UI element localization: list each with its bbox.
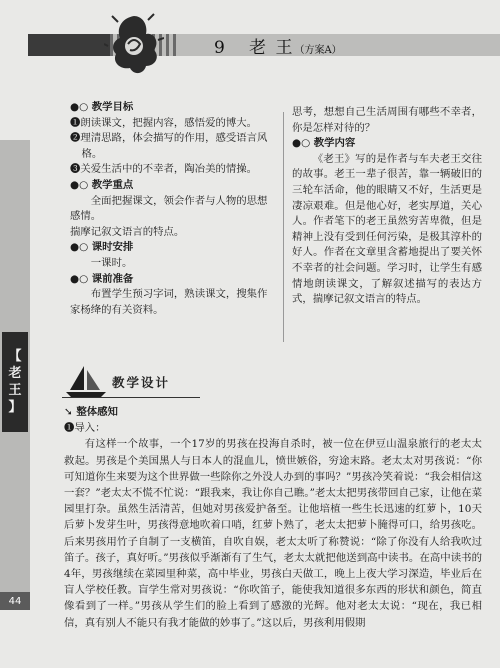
lesson-name: 老 王 <box>249 38 295 58</box>
goal-3: ❸关爱生活中的不幸者，陶冶美的情操。 <box>70 163 258 176</box>
content-text: 《老王》写的是作者与车夫老王交往的故事。老王一辈子很苦，靠一辆破旧的三轮车活命，他的眼睛又不好，生活更是凄凉艰难。但是他心好，老实厚道，关心人。作者笔下的老王虽然穷苦卑微，但是精神上没有受到任何污染，是极其淳朴的好人。作者在文章里含蓄地提出了要关怀不幸者的社会问题。学习时，让学生有感情地朗读课文，了解叙述描写的表达方式，揣摩记叙文语言的特点。 <box>292 152 482 306</box>
preparation-text: 布置学生预习字词，熟读课文，搜集作家杨绛的有关资料。 <box>70 288 268 316</box>
side-tab-bracket-top: 【 <box>8 349 22 364</box>
sailboat-icon <box>64 364 108 400</box>
lesson-number: 9 <box>214 38 227 58</box>
preparation-heading: ●○ 课前准备 <box>70 272 134 285</box>
left-column <box>70 100 274 318</box>
lesson-side-tab <box>2 332 28 432</box>
design-title: 教学设计 <box>112 375 171 390</box>
schedule-text: 一课时。 <box>90 256 133 269</box>
goal-2: ❷理清思路，体会描写的作用，感受语言风格。 <box>70 132 268 160</box>
page-number: 44 <box>0 592 30 610</box>
goals-heading: ●○ 教学目标 <box>70 101 134 113</box>
side-tab-char-2: 王 <box>8 383 22 398</box>
side-tab-char-1: 老 <box>8 366 22 381</box>
design-body <box>64 404 482 631</box>
goal-1: ❶朗读课文，把握内容，感悟爱的博大。 <box>70 116 258 129</box>
key-points-text-2: 揣摩记叙文语言的特点。 <box>70 225 185 238</box>
lesson-title <box>214 33 342 58</box>
key-points-text: 全面把握课文，领会作者与人物的思想感情。 <box>70 194 268 223</box>
dragon-emblem-icon <box>104 10 164 80</box>
column-divider <box>283 112 284 342</box>
right-column <box>292 105 482 308</box>
plan-label: （方案A） <box>294 45 342 56</box>
schedule-heading: ●○ 课时安排 <box>70 241 134 254</box>
step-1-label: ❶导入： <box>64 422 106 435</box>
intro-tail: 思考，想想自己生活周围有哪些不幸者，你是怎样对待的？ <box>292 106 482 134</box>
content-heading: ●○ 教学内容 <box>292 137 356 150</box>
story-paragraph: 有这样一个故事，一个17岁的男孩在投海自杀时，被一位在伊豆山温泉旅行的老太太救起。男孩是个美国黑人与日本人的混血儿，愤世嫉俗，穷途末路。老太太对男孩说：“你可知道你生来要为这个世界做一些除你之外没人办到的事吗？”男孩冷笑着说：“我会相信这一套？”老太太不慌不忙说：“跟我来，我让你自己瞧。”老太太把男孩带回自己家，让他在菜园里打杂。虽然生活清苦，但她对男孩爱护备至。让他培植一些生长迅速的红萝卜，10天后萝卜发芽生叶，男孩得意地吹着口哨，红萝卜熟了，老太太把萝卜腌得可口，给男孩吃。后来男孩用竹子自制了一支横笛，自吹自娱，老太太听了称赞说：“除了你没有人给我吹过笛子。孩子，真好听。”男孩似乎渐渐有了生气，老太太就把他送到高中读书。在高中读书的4年，男孩继续在菜园里种菜，高中毕业，男孩白天做工，晚上上夜大学习深造，毕业后在盲人学校任教。盲学生常对男孩说：“你吹笛子，能使我知道很多东西的形状和颜色，简直像看到了一样。”男孩从学生们的脸上看到了感激的光辉。他对老太太说：“现在，我已相信，真有别人不能只有我才能做的妙事了。”这以后，男孩利用假期 <box>64 438 482 629</box>
design-title-rule <box>62 397 200 398</box>
key-points-heading: ●○ 教学重点 <box>70 178 134 191</box>
side-tab-bracket-bottom: 】 <box>8 400 22 415</box>
header-dark-block <box>28 34 110 56</box>
overall-perception-heading: ➘ 整体感知 <box>64 406 118 418</box>
